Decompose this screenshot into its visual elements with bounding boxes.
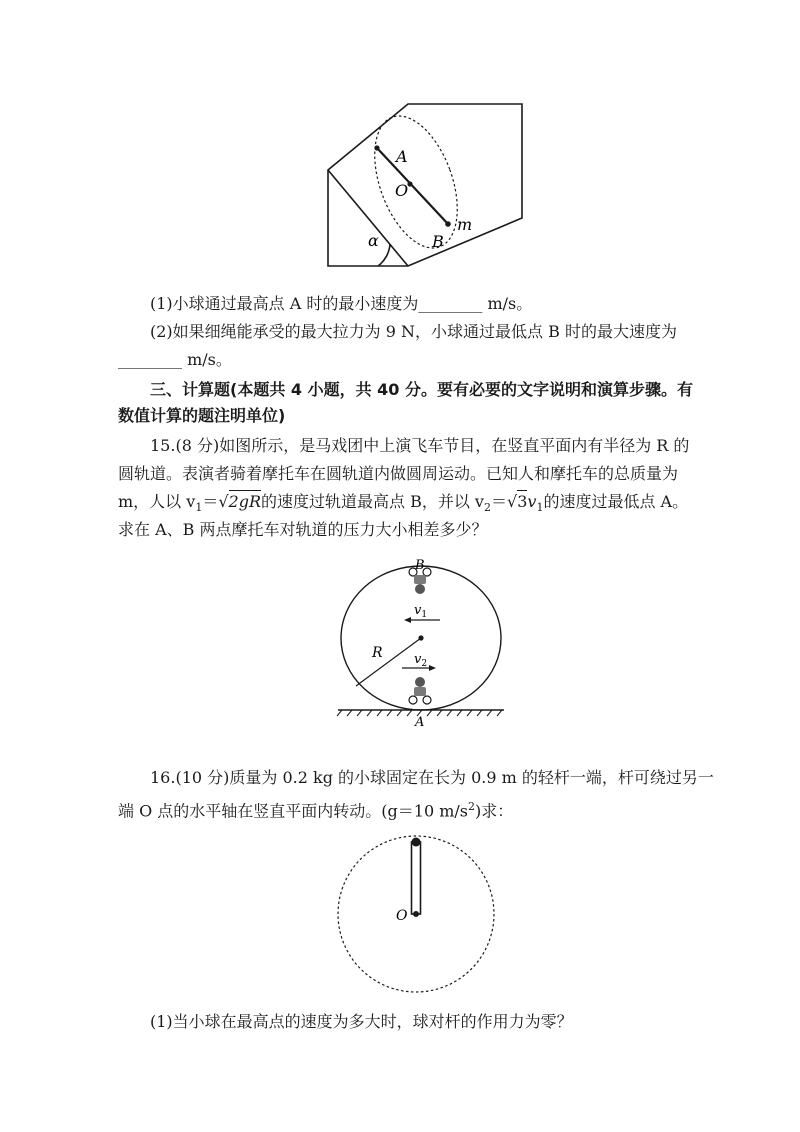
angle-arc <box>378 244 390 266</box>
point-o <box>407 181 412 186</box>
q15-line2: 圆轨道。表演者骑着摩托车在圆轨道内做圆周运动。已知人和摩托车的总质量为 <box>118 464 679 483</box>
incline-figure <box>320 102 530 272</box>
label-m: m <box>457 215 473 234</box>
q16-sup: 2 <box>468 800 475 813</box>
label-a: A <box>415 715 425 730</box>
q15-line3: m，人以 $v_1=√2gR$的速度过轨道最高点 B，并以 $v_2=√3v_1$的速度过最低点 A。 <box>118 492 689 515</box>
label-v1 <box>414 603 427 620</box>
q15-text: 的速度过轨道最高点 B，并以 v <box>261 492 484 511</box>
q14-part2-line1: (2)如果细绳能承受的最大拉力为 9 N，小球通过最低点 B 时的最大速度为 <box>150 322 677 341</box>
pivot-o <box>413 911 419 917</box>
label-alpha: α <box>368 231 379 250</box>
ball-m <box>445 221 451 227</box>
motorcycle-bottom-icon <box>409 677 431 704</box>
section3-heading-line2: 数值计算的题注明单位) <box>118 406 286 425</box>
point-a <box>374 145 379 150</box>
q15-text: 的速度过最低点 A。 <box>543 492 689 511</box>
q15-sub: 1 <box>536 501 544 515</box>
label-v2 <box>414 652 427 669</box>
radius-line <box>356 638 421 686</box>
q16-line2 <box>118 797 690 821</box>
q15-sqrt: 2gR <box>228 492 261 511</box>
incline-outline <box>328 104 522 266</box>
q16-part1: (1)当小球在最高点的速度为多大时，球对杆的作用力为零？ <box>150 1012 573 1031</box>
label-b: B <box>415 558 425 573</box>
rod <box>412 842 421 914</box>
q15-line1: 15.(8 分)如图所示，是马戏团中上演飞车节目，在竖直平面内有半径为 R 的 <box>150 436 690 455</box>
label-r: R <box>372 645 383 661</box>
section3-heading-line1: 三、计算题(本题共 4 小题，共 40 分。要有必要的文字说明和演算步骤。有 <box>150 380 693 399</box>
label-v2-sub: 2 <box>421 659 428 669</box>
v2-arrowhead <box>429 665 436 671</box>
q15-sub: 1 <box>195 501 203 515</box>
v1-arrowhead <box>404 617 411 623</box>
label-v2-letter: v <box>414 652 422 667</box>
q15-text: ＝ <box>490 492 507 511</box>
q14-part1: (1)小球通过最高点 A 时的最小速度为________ m/s。 <box>150 294 533 313</box>
q15-sqrt: 3 <box>517 492 528 511</box>
q16-text: )求： <box>475 801 514 821</box>
label-a: A <box>396 147 408 166</box>
label-b: B <box>432 232 444 251</box>
rod-circle-figure <box>334 832 498 996</box>
q15-text: v <box>527 492 537 511</box>
center-point <box>418 635 423 640</box>
loop-track-figure <box>336 556 506 730</box>
q15-sub: 2 <box>483 501 491 515</box>
ball <box>412 838 421 847</box>
q15-text: m，人以 v <box>118 492 196 511</box>
label-v1-sub: 1 <box>421 610 428 620</box>
q15-line4: 求在 A、B 两点摩托车对轨道的压力大小相差多少？ <box>118 520 488 539</box>
label-o: O <box>396 908 408 924</box>
q16-text: 端 O 点的水平轴在竖直平面内转动。(g＝10 m/s <box>118 801 468 821</box>
q14-part2-line2: ________ m/s。 <box>118 350 232 369</box>
string-line <box>377 148 448 224</box>
q16-line1: 16.(10 分)质量为 0.2 kg 的小球固定在长为 0.9 m 的轻杆一端，杆可绕过另一 <box>150 768 714 787</box>
q15-text: ＝ <box>202 492 219 511</box>
label-o: O <box>395 181 409 200</box>
label-v1-letter: v <box>414 603 422 618</box>
